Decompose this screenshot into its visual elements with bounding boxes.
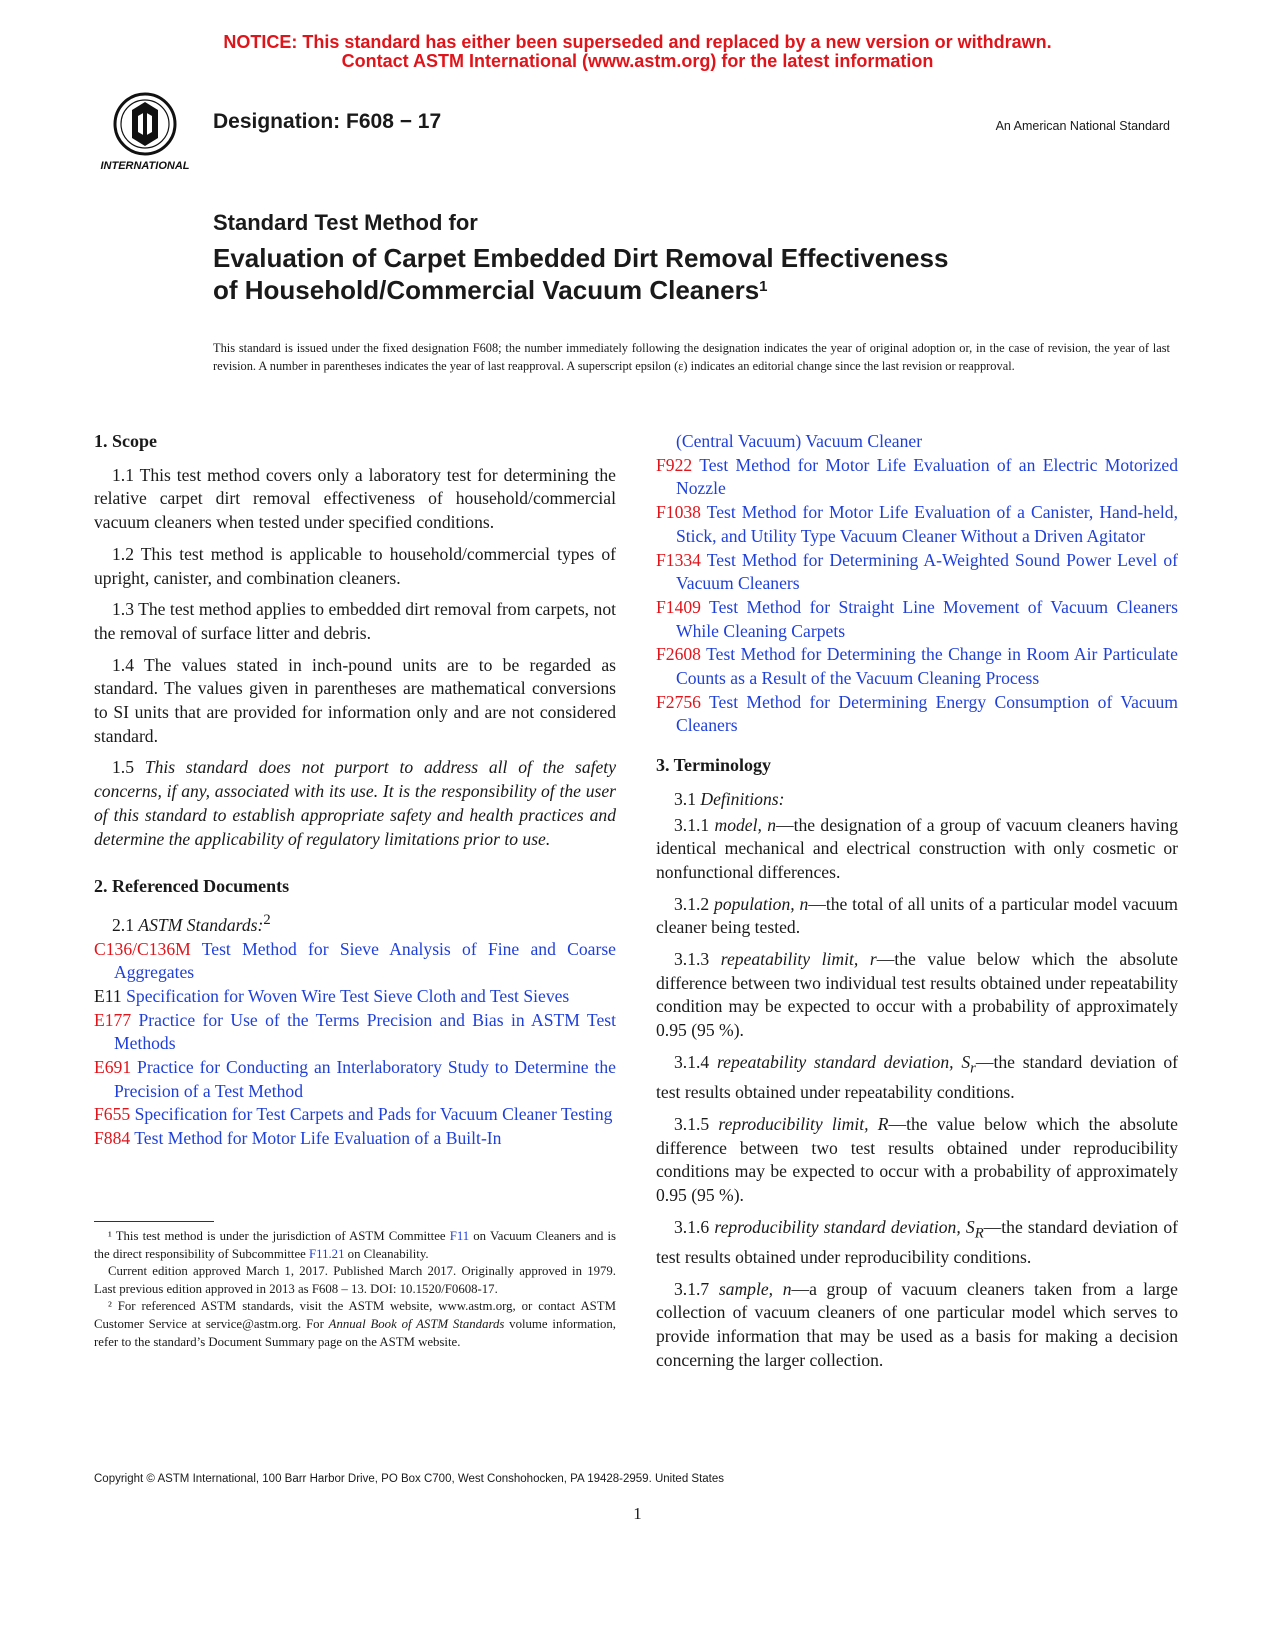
- definition-item: 3.1.5 reproducibility limit, R—the value below which the absolute difference between two test results obtained under reproducibility conditions may be expected to occur with a probability of approximately 0.95 (95 %).: [656, 1113, 1178, 1205]
- reference-continued: (Central Vacuum) Vacuum Cleaner: [676, 431, 923, 451]
- reference-title-link[interactable]: Test Method for Determining A-Weighted Sound Power Level of Vacuum Cleaners: [676, 549, 1178, 594]
- reference-code: F1038: [656, 502, 701, 523]
- reference-code: F1409: [656, 596, 701, 617]
- copyright-line: Copyright © ASTM International, 100 Barr Harbor Drive, PO Box C700, West Conshohocken, PA 19428-2959. United States: [94, 1473, 725, 1485]
- definition-item: 3.1.6 reproducibility standard deviation, $S_R—the$ standard deviation of test results obtained under reproducibility conditions.: [656, 1216, 1179, 1267]
- title-prefix: Standard Test Method for: [213, 210, 478, 235]
- section-heading-terminology: 3. Terminology: [656, 755, 772, 776]
- definition-item: 3.1.1 model, n—the designation of a group of vacuum cleaners having identical mechanical and electrical construction with only cosmetic or nonfunctional differences.: [656, 814, 1178, 882]
- reference-code: F2608: [656, 644, 701, 665]
- safety-paragraph: 1.5 This standard does not purport to address all of the safety concerns, if any, associated with its use. It is the responsibility of the user of this standard to establish appropriate safety and health practices and determine the applicability of regulatory limitations prior to use.: [94, 757, 617, 849]
- supersede-notice: [0, 33, 1275, 71]
- reference-title-link[interactable]: Test Method for Motor Life Evaluation of a Canister, Hand-held, Stick, and Utility Type Vacuum Cleaner Without a Driven Agitator: [676, 502, 1178, 546]
- footnote-1-edition: Current edition approved March 1, 2017. Published March 2017. Originally approved in 1979. Last previous edition approved in 2013 as F608 – 13. DOI: 10.1520/F0608-17.: [94, 1264, 616, 1296]
- section-heading-scope: 1. Scope: [94, 431, 157, 451]
- reference-item: [94, 985, 616, 1009]
- title-line-2: of Household/Commercial Vacuum Cleaners$^1$: [213, 275, 768, 305]
- defined-term: reproducibility standard deviation, S: [714, 1216, 975, 1237]
- defined-term: sample, n: [718, 1278, 792, 1299]
- reference-code: F655: [94, 1104, 131, 1125]
- page-number: 1: [633, 1504, 642, 1523]
- notice-line-2: Contact ASTM International (www.astm.org) for the latest information: [341, 51, 934, 71]
- definition-item: 3.1.3 repeatability limit, r—the value below which the absolute difference between two individual test results obtained under repeatability condition may be expected to occur with a probability of approximately 0.95 (95 %).: [656, 949, 1178, 1041]
- scope-paragraph: 1.4 The values stated in inch-pound units are to be regarded as standard. The values given in parentheses are mathematical conversions to SI units that are provided for information only and are not considered standard.: [94, 654, 616, 746]
- defined-term: repeatability limit, r: [720, 949, 877, 970]
- definition-item: 3.1.7 sample, n—a group of vacuum cleaners taken from a large collection of vacuum cleaners of one particular model which serves to provide information that may be used as a basis for making a decision concerning the larger collection.: [656, 1278, 1178, 1370]
- section-heading-referenced: 2. Referenced Documents: [94, 876, 290, 897]
- footnote-divider: [94, 1221, 214, 1222]
- astm-logo: [92, 90, 198, 174]
- reference-item: [94, 1127, 616, 1151]
- reference-title-link[interactable]: Test Method for Motor Life Evaluation of a Built-In: [134, 1128, 502, 1149]
- title-footnote-mark: 1: [759, 278, 768, 295]
- reference-title-link[interactable]: Test Method for Straight Line Movement of Vacuum Cleaners While Cleaning Carpets: [676, 596, 1178, 641]
- footnote-1: ¹ This test method is under the jurisdiction of ASTM Committee F11 on Vacuum Cleaners and is the direct responsibility of Subcommittee F11.21 on Cleanability.: [94, 1229, 616, 1261]
- reference-code: F922: [656, 454, 693, 475]
- designation: Designation: F608 − 17: [213, 110, 442, 133]
- definitions-subheading: 3.1 Definitions:: [674, 788, 785, 809]
- reference-title-link[interactable]: Specification for Test Carpets and Pads for Vacuum Cleaner Testing: [134, 1104, 613, 1125]
- reference-title-link[interactable]: Practice for Use of the Terms Precision and Bias in ASTM Test Methods: [114, 1009, 616, 1054]
- right-column: [656, 430, 1178, 1380]
- committee-link[interactable]: F11: [449, 1229, 470, 1243]
- reference-code: E177: [94, 1009, 132, 1030]
- scope-paragraph: 1.1 This test method covers only a laboratory test for determining the relative carpet dirt removal effectiveness of household/commercial vacuum cleaners when tested under specified conditions.: [94, 464, 616, 533]
- document-title: [213, 242, 948, 306]
- reference-item: [656, 643, 1178, 690]
- reference-title-link[interactable]: Test Method for Determining Energy Consumption of Vacuum Cleaners: [676, 691, 1178, 736]
- definition-item: 3.1.4 repeatability standard deviation, $S_r—the$ standard deviation of test results obtained under repeatability conditions.: [656, 1051, 1178, 1103]
- footnote-2: ² For referenced ASTM standards, visit the ASTM website, www.astm.org, or contact ASTM Customer Service at service@astm.org. For Annual Book of ASTM Standards volume information, refer to the standard’s Document Summary page on the ASTM website.: [94, 1299, 616, 1349]
- reference-code: F884: [94, 1128, 131, 1149]
- reference-item: [656, 691, 1178, 738]
- astm-standards-subheading: 2.1 ASTM Standards:$^2$: [112, 911, 271, 935]
- scope-paragraph: 1.3 The test method applies to embedded dirt removal from carpets, not the removal of surface litter and debris.: [94, 599, 616, 643]
- subcommittee-link[interactable]: F11.21: [309, 1246, 345, 1261]
- reference-code: F1334: [656, 549, 701, 570]
- reference-item: [94, 938, 616, 985]
- reference-item: [94, 1103, 616, 1127]
- defined-term: population, n: [714, 893, 809, 914]
- reference-list: [94, 938, 616, 1151]
- reference-item: [94, 1056, 616, 1103]
- defined-term: repeatability standard deviation, S: [716, 1051, 971, 1072]
- reference-item: [656, 454, 1178, 501]
- reference-title-link[interactable]: Test Method for Sieve Analysis of Fine and Coarse Aggregates: [114, 938, 616, 983]
- defined-term: reproducibility limit, R: [718, 1113, 889, 1134]
- left-column: [94, 430, 616, 1151]
- reference-code: F2756: [656, 691, 701, 712]
- reference-item: [94, 1009, 616, 1056]
- national-standard-label: An American National Standard: [995, 119, 1170, 133]
- title-line-1: Evaluation of Carpet Embedded Dirt Removal Effectiveness: [213, 243, 949, 273]
- reference-item: [656, 549, 1178, 596]
- footnotes: [94, 1228, 616, 1351]
- definition-list: [656, 814, 1178, 1373]
- logo-wordmark: INTERNATIONAL: [100, 160, 190, 172]
- reference-title-link[interactable]: Practice for Conducting an Interlaboratory Study to Determine the Precision of a Test Method: [114, 1057, 616, 1101]
- reference-code: E11: [94, 985, 122, 1006]
- reference-code: E691: [94, 1057, 132, 1078]
- reference-code: C136/C136M: [94, 938, 191, 959]
- scope-paragraph: 1.2 This test method is applicable to household/commercial types of upright, canister, and combination cleaners.: [94, 543, 616, 588]
- reference-item: [656, 501, 1178, 548]
- definition-item: 3.1.2 population, n—the total of all units of a particular model vacuum cleaner being tested.: [656, 893, 1178, 938]
- reference-title-link[interactable]: Specification for Woven Wire Test Sieve Cloth and Test Sieves: [126, 985, 570, 1006]
- defined-term: model, n: [714, 814, 776, 835]
- issuance-note: This standard is issued under the fixed designation F608; the number immediately following the designation indicates the year of original adoption or, in the case of revision, the year of last revision. A number in parentheses indicates the year of last reapproval. A superscript epsilon (ε) indicates an editorial change since the last revision or reapproval.: [213, 341, 1170, 373]
- reference-title-link[interactable]: Test Method for Determining the Change in Room Air Particulate Counts as a Result of the Vacuum Cleaning Process: [676, 644, 1178, 689]
- reference-title-link[interactable]: Test Method for Motor Life Evaluation of an Electric Motorized Nozzle: [676, 454, 1178, 499]
- reference-list: [656, 454, 1178, 738]
- reference-item: [656, 596, 1178, 643]
- notice-line-1: NOTICE: This standard has either been superseded and replaced by a new version or withdrawn.: [223, 32, 1052, 52]
